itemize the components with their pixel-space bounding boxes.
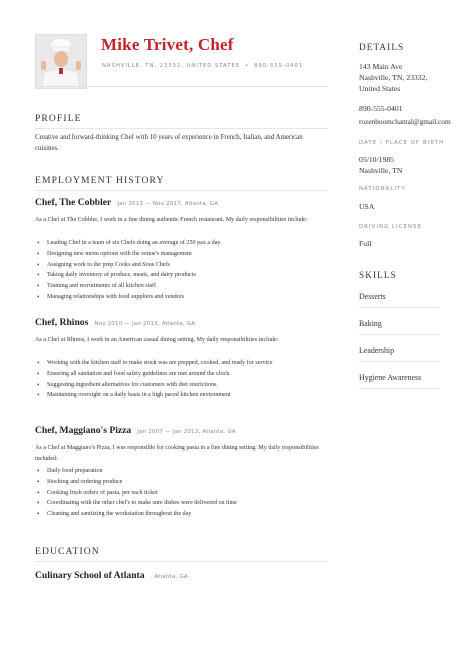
nationality-label: NATIONALITY: [359, 186, 406, 192]
profile-heading: PROFILE: [35, 113, 82, 124]
list-item: • Maintaining oversight on a daily basis in a high paced kitchen environment: [35, 390, 325, 401]
details-phone: 890-555-0401: [359, 104, 403, 113]
job-meta: Jan 2007 — Jan 2013, Atlanta, GA: [137, 429, 236, 435]
birthplace-value: Nashville, TN: [359, 166, 403, 175]
education-entry: [35, 570, 188, 581]
skill-item: Desserts: [359, 292, 386, 301]
job-title: Chef, The Cobbler Jan 2013 — Nov 2017, Atlanta, GA: [35, 197, 219, 208]
license-value: Full: [359, 239, 372, 248]
list-item: • Designing new menu options with the venue's management: [35, 249, 325, 260]
school-meta: , Atlanta, GA: [150, 574, 188, 580]
job-meta: Nov 2010 — Jan 2013, Atlanta, GA: [94, 321, 196, 327]
list-item: • Stocking and ordering produce: [35, 477, 325, 488]
header-phone: 890-555-0401: [254, 63, 304, 69]
list-item: • Training and recruitments of all kitchen staff: [35, 281, 325, 292]
job-bullets: [35, 466, 325, 520]
employment-heading: EMPLOYMENT HISTORY: [35, 175, 165, 186]
dob-value: 05/10/1985: [359, 155, 395, 164]
skill-divider: [359, 361, 439, 362]
candidate-name: Mike Trivet, Chef: [101, 35, 234, 54]
list-item: • Suggesting ingredient alternatives for customers with diet restrictions.: [35, 380, 325, 391]
skill-item: Leadership: [359, 346, 395, 355]
employment-divider: [35, 190, 328, 191]
address-line: 143 Main Ave: [359, 62, 403, 71]
education-divider: [35, 561, 328, 562]
job-description: As a Chef at Maggiano's Pizza, I was responsible for cooking pasta in a fine dining setting. My daily responsibilities included:: [35, 445, 319, 462]
job-title: Chef, Rhinos Nov 2010 — Jan 2013, Atlanta, GA: [35, 317, 196, 328]
list-item: • Assigning work to the prep Cooks and Sous Chefs: [35, 260, 325, 271]
job-meta: Jan 2013 — Nov 2017, Atlanta, GA: [117, 201, 219, 207]
education-heading: EDUCATION: [35, 546, 100, 557]
list-item: • Taking daily inventory of produce, meats, and dairy products: [35, 270, 325, 281]
list-item: • Working with the kitchen staff to make stock was are prepped, cooked, and ready for service: [35, 358, 325, 369]
list-item: • Cooking fresh orders of pasta, per each ticket: [35, 488, 325, 499]
dob-label: DATE / PLACE OF BIRTH: [359, 140, 445, 146]
job-bullets: [35, 238, 325, 303]
details-email[interactable]: rozenboomchantal@gmail.com: [359, 117, 451, 126]
header-divider: [35, 86, 328, 87]
job-title: Chef, Maggiano's Pizza Jan 2007 — Jan 2013, Atlanta, GA: [35, 425, 236, 436]
list-item: • Managing relationships with food suppliers and vendors: [35, 292, 325, 303]
list-item: • Ensuring all sanitation and food safety guidelines are met around the clock.: [35, 369, 325, 380]
job-bullets: [35, 358, 325, 401]
details-heading: DETAILS: [359, 42, 405, 52]
skills-heading: SKILLS: [359, 270, 397, 280]
profile-text: Creative and forward-thinking Chef with 10 years of experience in French, Italian, and American cuisines.: [35, 134, 303, 152]
address-line: Nashville, TN, 23332,: [359, 73, 428, 83]
contact-subline: NASHVILLE, TN, 23332, UNITED STATES • 890-555-0401: [102, 63, 304, 69]
details-address: [359, 61, 471, 95]
school-name: Culinary School of Atlanta: [35, 570, 145, 581]
header-location: NASHVILLE, TN, 23332, UNITED STATES: [102, 63, 240, 69]
job-description: As a Chef at The Cobbler, I work in a fine dining authentic French restaurant. My daily responsibilities include:: [35, 217, 308, 223]
license-label: DRIVING LICENSE: [359, 224, 422, 230]
address-line: United States: [359, 84, 401, 94]
list-item: • Leading Chef in a team of six Chefs doing an average of 250 pax a day.: [35, 238, 325, 249]
list-item: • Cleaning and sanitizing the workstation throughout the day: [35, 509, 325, 520]
skill-divider: [359, 334, 439, 335]
skill-divider: [359, 307, 439, 308]
profile-photo: [35, 34, 87, 89]
chef-avatar-icon: [36, 35, 86, 88]
skill-divider: [359, 388, 439, 389]
profile-divider: [35, 128, 328, 129]
job-description: As a Chef at Rhinos, I work in an American casual dining setting. My daily responsibilities include:: [35, 337, 279, 343]
skill-item: Baking: [359, 319, 382, 328]
list-item: • Daily food preparation: [35, 466, 325, 477]
nationality-value: USA: [359, 202, 375, 211]
skill-item: Hygiene Awareness: [359, 373, 422, 382]
list-item: • Coordinating with the other chef's to make sure dishes were delivered on time: [35, 498, 325, 509]
